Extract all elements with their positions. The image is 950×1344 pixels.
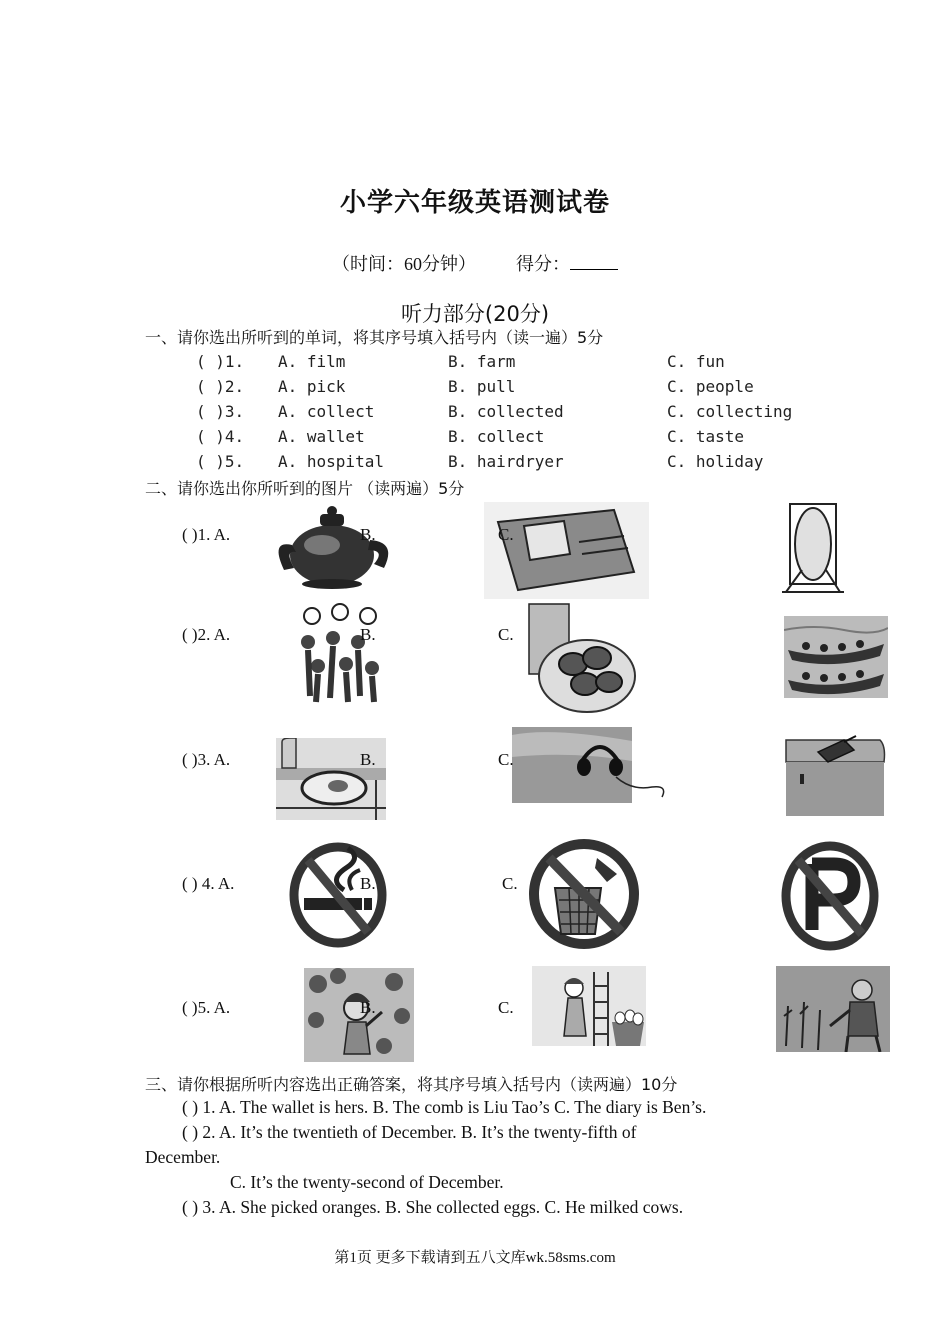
p2-q1-num: ( )1. A. (182, 525, 231, 544)
wallet-icon (484, 502, 649, 599)
girl-with-eggs-icon (532, 966, 646, 1046)
p1-q5-a: A. hospital (278, 452, 384, 471)
score-label: 得分： (516, 254, 570, 274)
man-farming-icon (776, 966, 890, 1052)
score-blank[interactable] (570, 255, 618, 270)
p2-q3-num: ( )3. A. (182, 750, 231, 769)
p1-q1-a: A. film (278, 352, 346, 371)
page-title: 小学六年级英语测试卷 (339, 188, 610, 218)
p1-q4-b: B. collect (448, 427, 545, 446)
no-smoking-icon (288, 840, 388, 950)
teapot-icon (262, 500, 397, 595)
p2-q5-b: B. (360, 998, 376, 1017)
section-title: 听力部分(20分) (400, 302, 550, 326)
part3-heading: 三、请你根据所听内容选出正确答案，将其序号填入括号内（读两遍）10分 (145, 1075, 678, 1094)
p2-q3-b: B. (360, 750, 376, 769)
p1-q5-b: B. hairdryer (448, 452, 564, 471)
p2-q2-c: C. (498, 625, 514, 644)
no-littering-icon (527, 838, 641, 950)
p3-q2-line2: December. (145, 1147, 221, 1167)
p1-q1-num: ( )1. (196, 352, 245, 371)
part1-heading: 一、请你选出所听到的单词，将其序号填入括号内（读一遍）5分 (145, 328, 604, 347)
p1-q3-c: C. collecting (667, 402, 793, 421)
p2-q4-c: C. (502, 874, 518, 893)
crowd-icon (288, 602, 388, 704)
p1-q2-num: ( )2. (196, 377, 245, 396)
mirror-icon (780, 500, 850, 595)
headphones-icon (512, 727, 670, 805)
dragon-boats-icon (784, 616, 888, 698)
p1-q4-c: C. taste (667, 427, 745, 446)
page-footer: 第1页 更多下载请到五八文库wk.58sms.com (334, 1250, 616, 1266)
p1-q3-b: B. collected (448, 402, 564, 421)
time-label: （时间：60分钟） (332, 254, 476, 274)
part2-heading: 二、请你选出你所听到的图片 （读两遍）5分 (145, 479, 465, 498)
p1-q1-b: B. farm (448, 352, 516, 371)
p3-q2-line3: C. It’s the twenty-second of December. (230, 1172, 504, 1192)
p3-q1: ( ) 1. A. The wallet is hers. B. The comb is Liu Tao’s C. The diary is Ben’s. (182, 1097, 707, 1117)
p1-q2-a: A. pick (278, 377, 346, 396)
p1-q5-c: C. holiday (667, 452, 764, 471)
p2-q5-c: C. (498, 998, 514, 1017)
p2-q4-num: ( ) 4. A. (182, 874, 235, 893)
p1-q4-num: ( )4. (196, 427, 245, 446)
p2-q1-c: C. (498, 525, 514, 544)
mobile-phone-icon (784, 732, 886, 816)
p2-q2-num: ( )2. A. (182, 625, 231, 644)
p2-q5-num: ( )5. A. (182, 998, 231, 1017)
p1-q3-a: A. collect (278, 402, 375, 421)
rice-dumplings-icon (525, 602, 640, 717)
p1-q1-c: C. fun (667, 352, 725, 371)
p2-q3-c: C. (498, 750, 514, 769)
p2-q1-b: B. (360, 525, 376, 544)
p2-q2-b: B. (360, 625, 376, 644)
p1-q4-a: A. wallet (278, 427, 365, 446)
p1-q2-c: C. people (667, 377, 754, 396)
p3-q3: ( ) 3. A. She picked oranges. B. She collected eggs. C. He milked cows. (182, 1197, 684, 1217)
exam-info (0, 250, 950, 276)
p1-q3-num: ( )3. (196, 402, 245, 421)
p1-q2-b: B. pull (448, 377, 516, 396)
p1-q5-num: ( )5. (196, 452, 245, 471)
no-parking-icon (780, 840, 880, 952)
p2-q4-b: B. (360, 874, 376, 893)
p3-q2-line1: ( ) 2. A. It’s the twentieth of December. B. It’s the twenty-fifth of (182, 1122, 637, 1142)
girl-picking-fruit-icon (304, 968, 414, 1062)
